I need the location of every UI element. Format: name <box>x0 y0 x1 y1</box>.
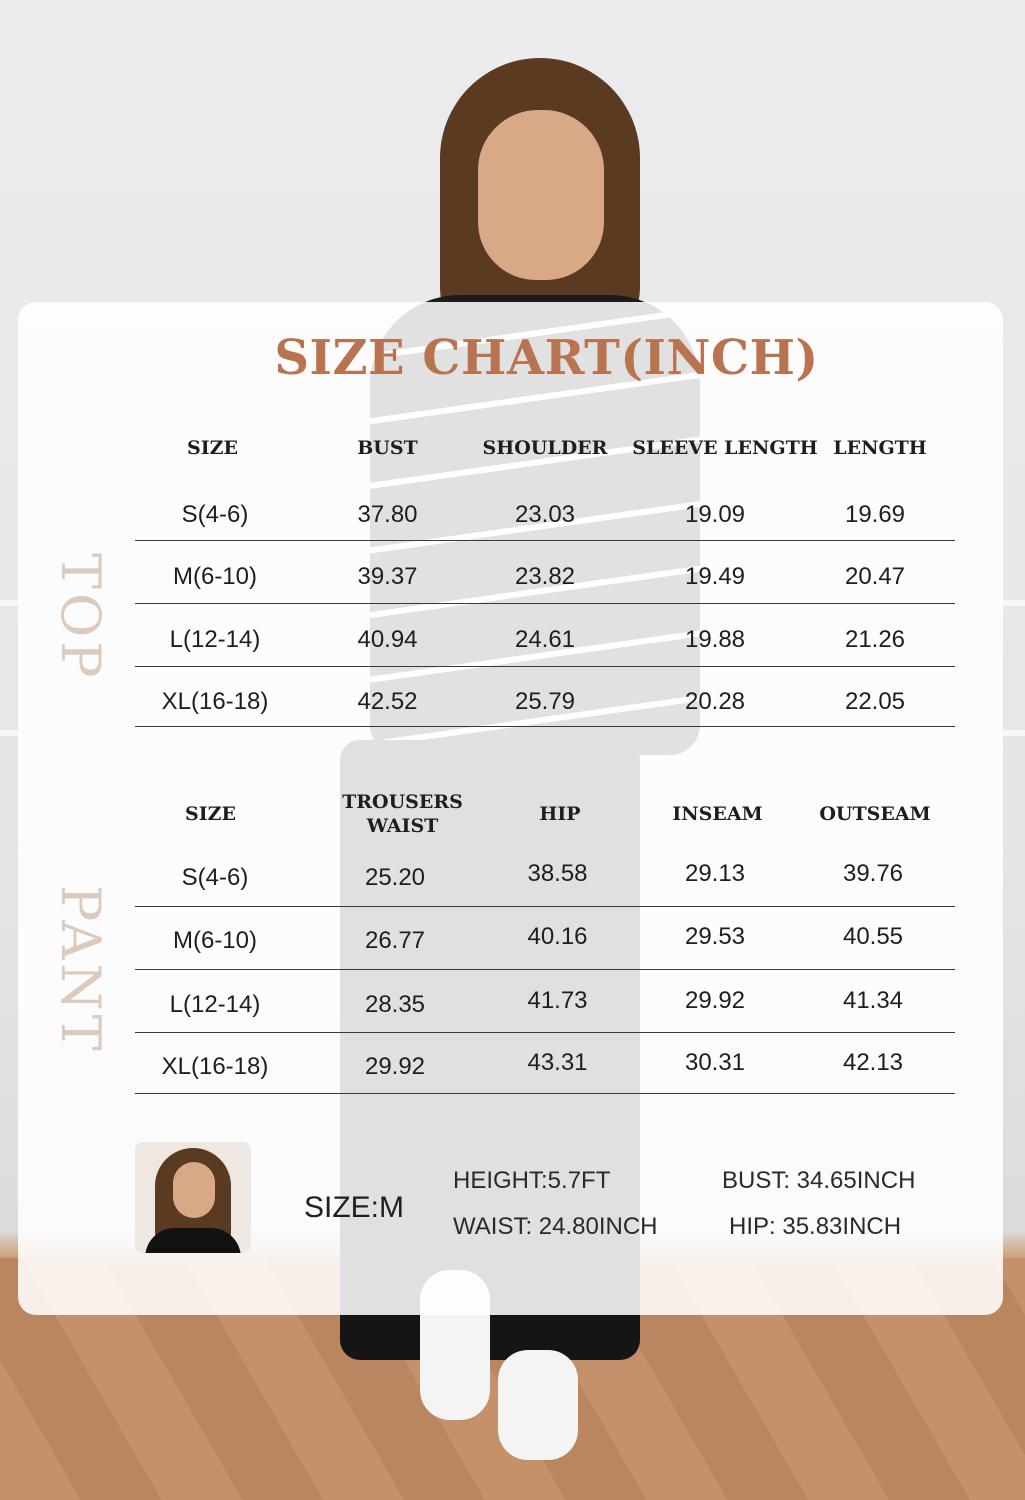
row-divider <box>135 666 955 667</box>
row-divider <box>135 540 955 541</box>
chart-title: SIZE CHART(INCH) <box>274 330 819 386</box>
wall-molding <box>1003 600 1025 606</box>
pant-size-table <box>135 790 955 1100</box>
table-row: S(4-6) 37.80 23.03 19.09 19.69 <box>181 501 906 528</box>
wall-molding <box>0 600 18 606</box>
table-row: XL(16-18) 29.92 43.31 30.31 42.13 <box>161 1049 904 1080</box>
row-divider <box>135 726 955 727</box>
top-size-table <box>135 430 955 730</box>
model-bust: BUST: 34.65INCH <box>722 1167 916 1194</box>
table-row: XL(16-18) 42.52 25.79 20.28 22.05 <box>161 688 906 715</box>
wall-molding <box>1003 730 1025 736</box>
model-avatar <box>135 1142 251 1253</box>
header-length: LENGTH <box>833 437 927 459</box>
header-sleeve-length: SLEEVE LENGTH <box>632 437 818 459</box>
header-trousers-waist: TROUSERS WAIST <box>342 791 463 837</box>
row-divider <box>135 1093 955 1094</box>
header-size: SIZE <box>187 437 238 459</box>
model-waist: WAIST: 24.80INCH <box>453 1213 658 1240</box>
header-outseam: OUTSEAM <box>819 803 931 825</box>
table-row: M(6-10) 39.37 23.82 19.49 20.47 <box>172 563 906 590</box>
top-section-label: TOP <box>49 553 112 682</box>
white-sneaker <box>498 1350 578 1460</box>
table-row: L(12-14) 28.35 41.73 29.92 41.34 <box>169 987 904 1018</box>
table-row: M(6-10) 26.77 40.16 29.53 40.55 <box>172 923 904 954</box>
header-shoulder: SHOULDER <box>482 437 608 459</box>
wall-molding <box>0 730 18 736</box>
header-size: SIZE <box>185 803 236 825</box>
header-hip: HIP <box>539 803 581 825</box>
model-hip: HIP: 35.83INCH <box>729 1213 902 1240</box>
model-height: HEIGHT:5.7FT <box>453 1167 611 1194</box>
header-bust: BUST <box>357 437 418 459</box>
row-divider <box>135 603 955 604</box>
table-row: S(4-6) 25.20 38.58 29.13 39.76 <box>181 860 904 891</box>
header-inseam: INSEAM <box>672 803 763 825</box>
pant-section-label: PANT <box>49 885 112 1055</box>
model-size: SIZE:M <box>304 1191 405 1224</box>
table-row: L(12-14) 40.94 24.61 19.88 21.26 <box>169 626 906 653</box>
